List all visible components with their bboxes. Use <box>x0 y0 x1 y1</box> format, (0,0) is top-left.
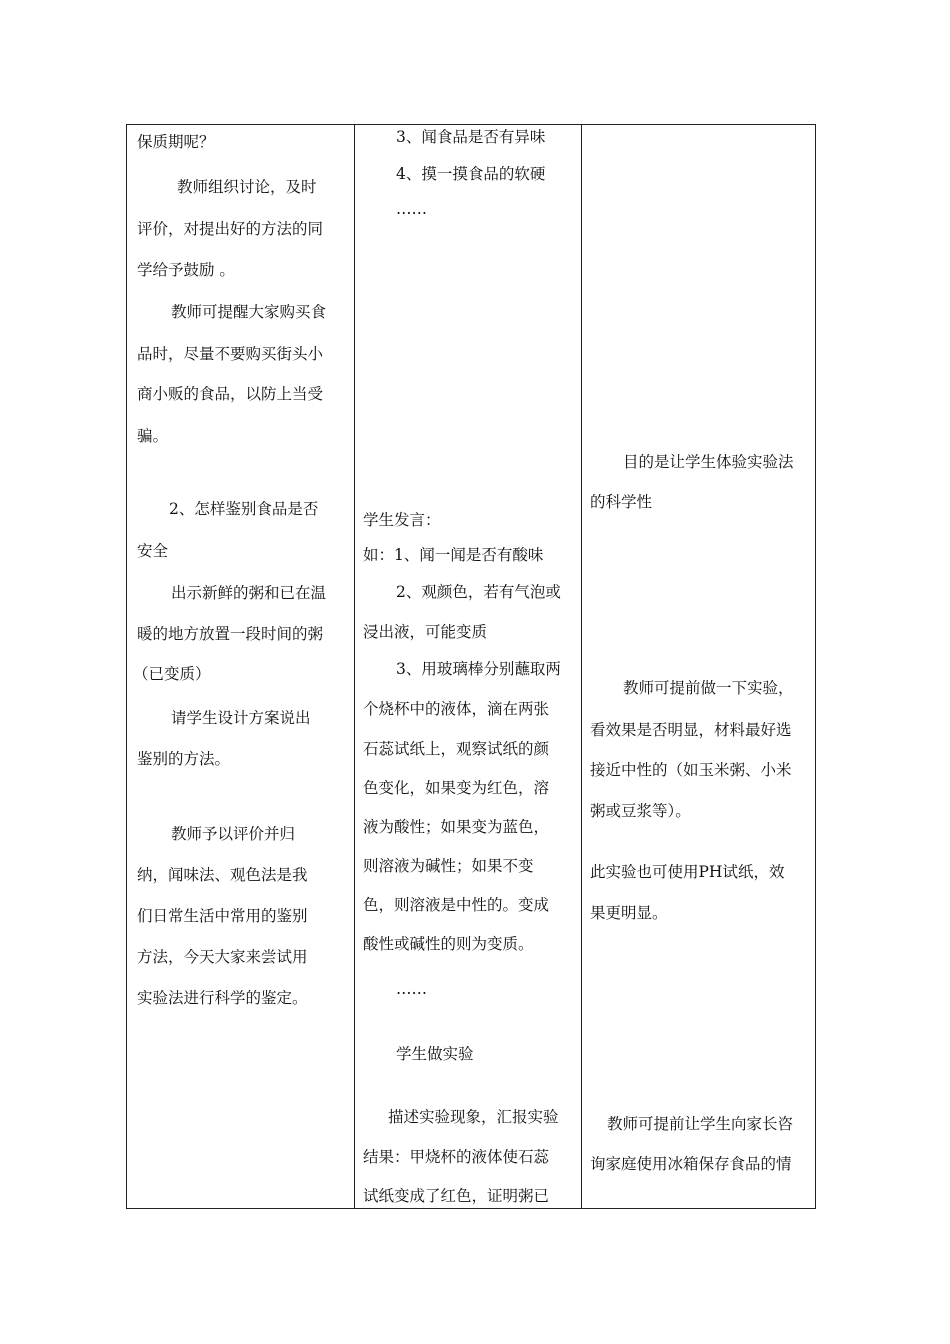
text-line: 3、用玻璃棒分别蘸取两 <box>396 660 561 678</box>
text-line: 此实验也可使用PH试纸，效 <box>590 863 785 881</box>
text-line: 询家庭使用冰箱保存食品的情 <box>590 1155 792 1173</box>
text-line: 学给予鼓励 。 <box>137 261 235 279</box>
teacher-activity-column <box>127 125 355 1208</box>
design-intent-column <box>581 125 815 1208</box>
text-line: 教师组织讨论，及时 <box>177 178 317 196</box>
text-line: 的科学性 <box>590 493 653 511</box>
text-line: 2、观颜色，若有气泡或 <box>396 583 561 601</box>
text-line: 果更明显。 <box>590 904 668 922</box>
text-line: 浸出液，可能变质 <box>363 623 488 641</box>
text-line: 教师可提前做一下实验， <box>623 679 794 697</box>
text-line: 暖的地方放置一段时间的粥 <box>137 625 324 643</box>
text-line: …… <box>396 200 427 218</box>
text-line: 保质期呢？ <box>137 133 215 151</box>
text-line: 评价，对提出好的方法的同 <box>137 220 324 238</box>
text-line: 安全 <box>137 542 169 560</box>
text-line: 石蕊试纸上，观察试纸的颜 <box>363 740 550 758</box>
text-line: 纳，闻味法、观色法是我 <box>137 866 308 884</box>
text-line: 酸性或碱性的则为变质。 <box>363 935 534 953</box>
text-line: 试纸变成了红色，证明粥已 <box>363 1187 550 1205</box>
text-line: 接近中性的（如玉米粥、小米 <box>590 761 792 779</box>
text-line: 目的是让学生体验实验法 <box>623 453 794 471</box>
text-line: 教师可提前让学生向家长咨 <box>607 1115 794 1133</box>
text-line: （已变质） <box>133 665 211 683</box>
text-line: 色，则溶液是中性的。变成 <box>363 896 550 914</box>
text-line: 骗。 <box>137 427 169 445</box>
text-line: 4、摸一摸食品的软硬 <box>396 165 546 183</box>
text-line: 看效果是否明显，材料最好选 <box>590 721 792 739</box>
lesson-table <box>126 124 816 1209</box>
text-line: 学生发言： <box>363 511 441 529</box>
student-activity-column <box>354 125 582 1208</box>
text-line: 们日常生活中常用的鉴别 <box>137 907 308 925</box>
text-line: 出示新鲜的粥和已在温 <box>171 584 327 602</box>
text-line: 描述实验现象，汇报实验 <box>388 1108 559 1126</box>
text-line: 个烧杯中的液体，滴在两张 <box>363 700 550 718</box>
text-line: 请学生设计方案说出 <box>171 709 311 727</box>
text-line: …… <box>396 980 427 998</box>
text-line: 结果：甲烧杯的液体使石蕊 <box>363 1148 550 1166</box>
text-line: 液为酸性；如果变为蓝色， <box>363 818 550 836</box>
text-line: 学生做实验 <box>396 1045 474 1063</box>
text-line: 粥或豆浆等）。 <box>590 802 691 820</box>
text-line: 方法，今天大家来尝试用 <box>137 948 308 966</box>
text-line: 3、闻食品是否有异味 <box>396 128 546 146</box>
text-line: 教师予以评价并归 <box>171 825 296 843</box>
text-line: 教师可提醒大家购买食 <box>171 303 327 321</box>
text-line: 品时，尽量不要购买街头小 <box>137 345 324 363</box>
text-line: 则溶液为碱性；如果不变 <box>363 857 534 875</box>
text-line: 实验法进行科学的鉴定。 <box>137 989 308 1007</box>
text-line: 商小贩的食品，以防上当受 <box>137 385 324 403</box>
text-line: 如：1、闻一闻是否有酸味 <box>363 546 544 564</box>
text-line: 色变化，如果变为红色，溶 <box>363 779 550 797</box>
text-line: 鉴别的方法。 <box>137 750 231 768</box>
text-line: 2、怎样鉴别食品是否 <box>169 500 319 518</box>
